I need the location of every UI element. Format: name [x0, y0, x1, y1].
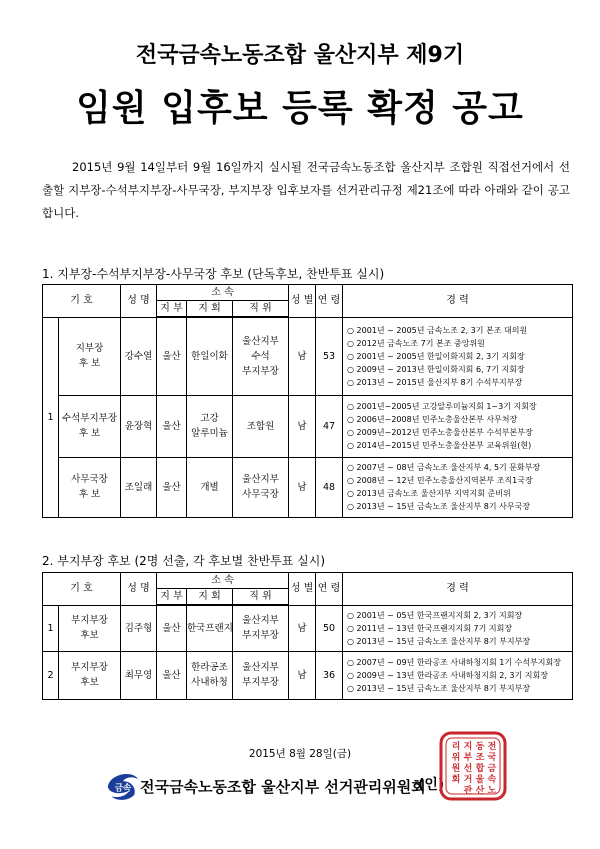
role-line: 부지부장: [71, 615, 108, 626]
election-committee-name: 전국금속노동조합 울산지부 선거관리위원회: [140, 778, 426, 796]
career-line: ○ 2001년 ~ 2005년 한일이화지회 2, 3기 지회장: [347, 351, 525, 361]
age-cell: 47: [316, 395, 343, 457]
header-age: 연 령: [316, 573, 343, 606]
name-cell: 강수열: [121, 317, 157, 395]
role-cell: [59, 317, 121, 395]
header-gender: 성 별: [289, 573, 316, 606]
stamp-char: 국: [487, 753, 497, 763]
table-row: [43, 605, 573, 651]
stamp-char: 선: [463, 764, 473, 774]
age-cell: 50: [316, 605, 343, 651]
name-cell: 윤장혁: [121, 395, 157, 457]
role-line: 후보: [80, 630, 99, 641]
name-cell: 김주형: [121, 605, 157, 651]
header-affiliation: 소 속: [157, 573, 289, 589]
header-career: 경 력: [343, 285, 573, 318]
career-line: ○ 2008년 ~ 12년 민주노총울산지역본부 조직1국장: [347, 476, 533, 485]
local-line: 알루미늄: [191, 428, 228, 439]
stamp-char: 지: [463, 742, 473, 752]
header-branch: 지 부: [157, 589, 187, 606]
official-stamp: [438, 730, 508, 802]
stamp-char: 산: [475, 786, 485, 796]
header-age: 연 령: [316, 285, 343, 318]
header-career: 경 력: [343, 573, 573, 606]
position-line: 울산지부: [242, 662, 279, 673]
role-line: 후보: [80, 677, 99, 688]
career-line: ○ 2013년 ~ 15년 금속노조 울산지부 8기 부지부장: [347, 683, 531, 693]
position-cell: [233, 605, 289, 651]
local-cell: [187, 605, 233, 651]
stamp-char: 합: [475, 764, 485, 774]
branch-cell: 울산: [157, 605, 187, 651]
gender-cell: 남: [289, 457, 316, 517]
header-branch: 지 부: [157, 301, 187, 318]
notice-date: 2015년 8월 28일(금): [248, 748, 352, 760]
header-local: 지 회: [187, 301, 233, 318]
name-cell: 조일래: [121, 457, 157, 517]
stamp-char: 거: [463, 775, 473, 785]
table-row: [43, 395, 573, 457]
position-line: 울산지부: [242, 615, 279, 627]
position-line: 조합원: [246, 420, 275, 432]
role-line: 사무국장: [71, 474, 108, 485]
career-line: ○ 2014년~2015년 민주노총울산본부 교육위원(현): [347, 441, 532, 450]
role-cell: [59, 395, 121, 457]
local-line: 한국프랜지: [187, 622, 233, 634]
position-line: 부지부장: [242, 630, 279, 642]
position-cell: [233, 651, 289, 699]
stamp-char: 조: [475, 753, 485, 763]
gender-cell: 남: [289, 605, 316, 651]
page-title: 임원 입후보 등록 확정 공고: [76, 88, 524, 129]
branch-cell: 울산: [157, 395, 187, 457]
career-cell: [343, 317, 573, 395]
career-line: ○ 2006년~2008년 민주노총울산본부 사무처장: [347, 415, 518, 424]
candidate-number: 1: [43, 605, 59, 651]
branch-cell: 울산: [157, 651, 187, 699]
position-line: 울산지부: [242, 474, 279, 485]
local-line: 개별: [200, 481, 219, 493]
seal-mark: (인): [418, 777, 445, 793]
org-title: 전국금속노동조합 울산지부 제9기: [135, 43, 465, 68]
local-cell: [187, 395, 233, 457]
intro-paragraph: 2015년 9월 14일부터 9월 16일까지 실시될 전국금속노동조합 울산지부 조합원 직접선거에서 선출할 지부장-수석부지부장-사무국장, 부지부장 입후보자를 선거관리규정 제21조에 따라 아래와 같이 공고합니다.: [42, 160, 570, 220]
position-line: 부지부장: [242, 677, 279, 688]
career-line: ○ 2009년 ~ 2013년 한일이화지회 6, 7기 지회장: [347, 364, 525, 374]
stamp-char: 속: [487, 775, 497, 785]
role-line: 부지부장: [71, 662, 108, 673]
career-line: ○ 2007년 ~ 08년 금속노조 울산지부 4, 5기 문화부장: [347, 463, 541, 472]
role-line: 후 보: [78, 428, 101, 439]
table-row: [43, 457, 573, 517]
career-line: ○ 2013년 금속노조 울산지부 지역지회 준비위: [347, 489, 511, 498]
stamp-char: 원: [451, 764, 461, 774]
branch-cell: 울산: [157, 457, 187, 517]
candidate-number: 2: [43, 651, 59, 699]
section2-heading: 2. 부지부장 후보 (2명 선출, 각 후보별 찬반투표 실시): [42, 554, 326, 568]
stamp-char: 회: [451, 775, 461, 785]
local-line: 한일이화: [191, 350, 228, 362]
role-line: 후 보: [78, 358, 101, 369]
age-cell: 36: [316, 651, 343, 699]
stamp-char: 부: [463, 753, 473, 763]
gender-cell: 남: [289, 395, 316, 457]
career-line: ○ 2001년 ~ 05년 한국프랜지지회 2, 3기 지회장: [347, 610, 523, 620]
age-cell: 53: [316, 317, 343, 395]
position-cell: [233, 317, 289, 395]
header-affiliation: 소 속: [157, 285, 289, 301]
local-cell: [187, 317, 233, 395]
candidates-table-2: [42, 572, 573, 700]
logo-text: 금속: [114, 783, 132, 794]
stamp-char: 금: [487, 764, 497, 774]
career-line: ○ 2009년 ~ 13년 한라공조 사내하청지회 2, 3기 지회장: [347, 670, 548, 680]
gender-cell: 남: [289, 317, 316, 395]
name-cell: 최무영: [121, 651, 157, 699]
stamp-char: 관: [463, 786, 473, 796]
stamp-char: 위: [451, 753, 461, 763]
career-line: ○ 2007년 ~ 09년 한라공조 사내하청지회 1기 수석부지회장: [347, 657, 561, 667]
stamp-char: 동: [475, 742, 485, 752]
gender-cell: 남: [289, 651, 316, 699]
position-cell: [233, 457, 289, 517]
header-position: 직 위: [233, 589, 289, 606]
role-cell: [59, 605, 121, 651]
position-line: 부지부장: [242, 365, 279, 377]
local-cell: [187, 651, 233, 699]
position-line: 수석: [251, 350, 270, 362]
career-line: ○ 2011년 ~ 13년 한국프랜지지회 7기 지회장: [347, 623, 513, 633]
union-logo: [104, 766, 142, 804]
table-row: [43, 651, 573, 699]
stamp-char: 전: [487, 742, 497, 752]
age-cell: 48: [316, 457, 343, 517]
stamp-char: 노: [487, 786, 497, 796]
position-line: 울산지부: [242, 335, 279, 347]
career-line: ○ 2001년~2005년 고강알루미늄지회 1~3기 지회장: [347, 402, 537, 411]
branch-cell: 울산: [157, 317, 187, 395]
stamp-char: 울: [475, 775, 485, 785]
role-line: 후 보: [78, 489, 101, 500]
career-line: ○ 2009년~2012년 민주노총울산본부 수석부본부장: [347, 428, 533, 437]
header-local: 지 회: [187, 589, 233, 606]
stamp-char: 리: [451, 742, 461, 752]
header-position: 직 위: [233, 301, 289, 318]
header-name: 성 명: [121, 573, 157, 606]
header-name: 성 명: [121, 285, 157, 318]
table-row: [43, 317, 573, 395]
career-cell: [343, 395, 573, 457]
header-symbol: 기 호: [43, 573, 121, 606]
header-gender: 성 별: [289, 285, 316, 318]
career-line: ○ 2013년 ~ 15년 금속노조 울산지부 8기 사무국장: [347, 502, 531, 511]
role-line: 수석부지부장: [61, 413, 118, 424]
group-number: 1: [43, 317, 59, 517]
section1-heading: 1. 지부장-수석부지부장-사무국장 후보 (단독후보, 찬반투표 실시): [42, 267, 385, 281]
role-cell: [59, 651, 121, 699]
local-line: 한라공조: [191, 662, 228, 673]
position-cell: [233, 395, 289, 457]
position-line: 사무국장: [242, 489, 279, 500]
role-line: 지부장: [75, 343, 104, 354]
career-cell: [343, 605, 573, 651]
career-cell: [343, 457, 573, 517]
career-line: ○ 2013년 ~ 2015년 울산지부 8기 수석부지부장: [347, 377, 523, 387]
local-line: 고강: [200, 413, 219, 424]
career-line: ○ 2013년 ~ 15년 금속노조 울산지부 8기 부지부장: [347, 636, 531, 646]
local-cell: [187, 457, 233, 517]
career-line: ○ 2001년 ~ 2005년 금속노조 2, 3기 본조 대의원: [347, 325, 528, 335]
role-cell: [59, 457, 121, 517]
career-cell: [343, 651, 573, 699]
career-line: ○ 2012년 금속노조 7기 본조 중앙위원: [347, 338, 485, 348]
local-line: 사내하청: [191, 677, 228, 688]
header-symbol: 기 호: [43, 285, 121, 318]
candidates-table-1: [42, 284, 573, 518]
